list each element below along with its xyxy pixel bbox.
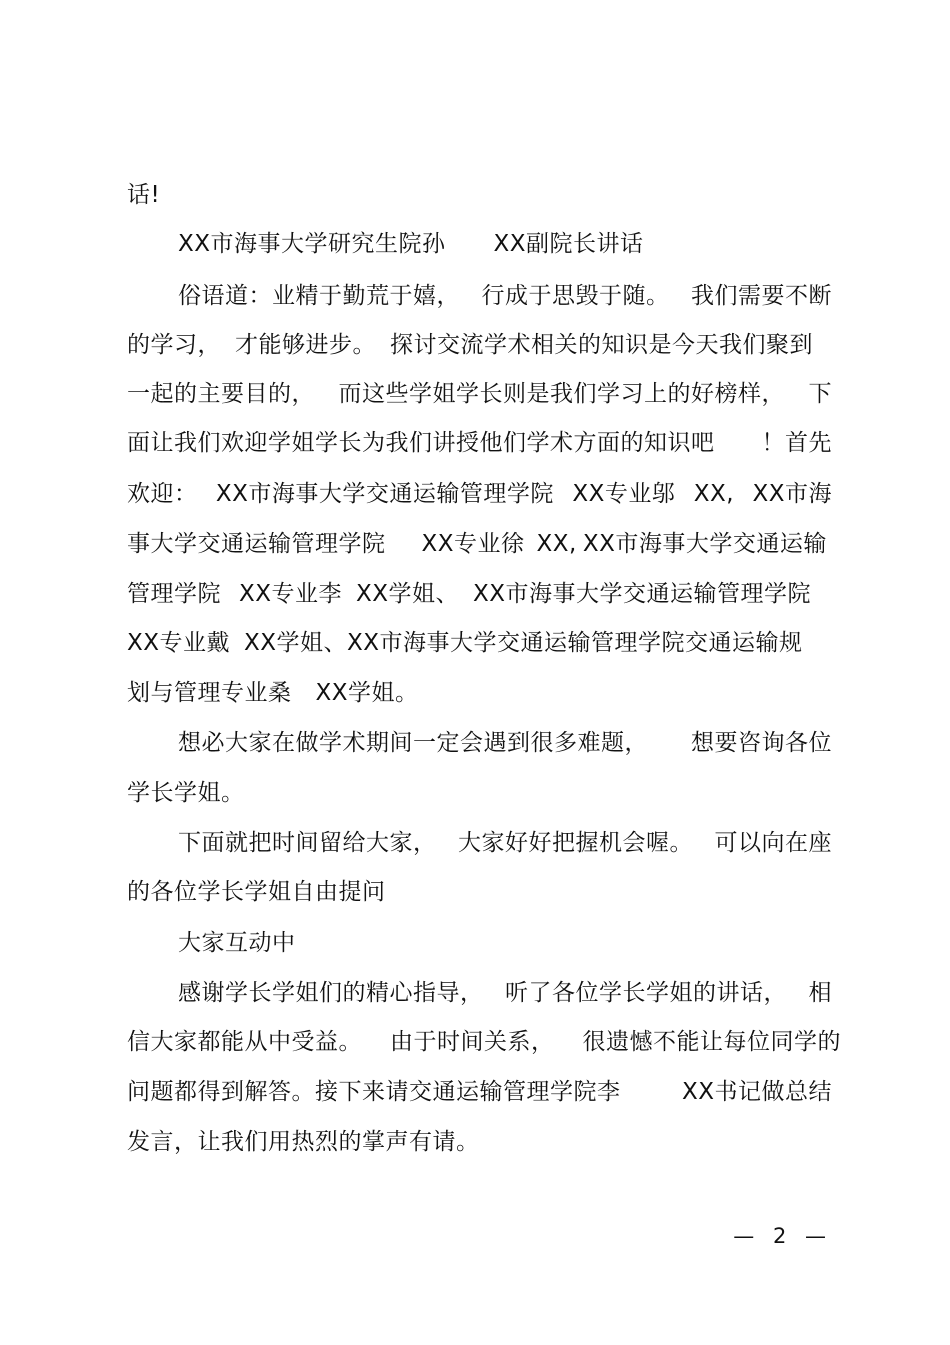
- text-segment: 下面就把时间留给大家，: [178, 830, 437, 856]
- text-segment: XX市海事大学交通运输管理学院: [473, 581, 812, 607]
- text-segment: XX副院长讲话: [493, 231, 644, 257]
- text-line: [127, 379, 832, 409]
- text-segment: XX专业李: [239, 581, 343, 607]
- text-line: [127, 1027, 841, 1057]
- text-segment: XX市海事大学交通运输管理学院: [215, 481, 554, 507]
- text-line: [178, 828, 832, 858]
- text-segment: XX市海: [752, 481, 832, 507]
- text-line: [127, 678, 832, 708]
- text-segment: 相: [808, 980, 832, 1006]
- text-segment: 感谢学长学姐们的精心指导，: [178, 980, 484, 1006]
- text-line: [127, 628, 832, 658]
- text-segment: 信大家都能从中受益。: [127, 1029, 362, 1055]
- text-segment: 话!: [127, 182, 161, 208]
- text-segment: 管理学院: [127, 581, 221, 607]
- text-segment: 大家互动中: [178, 930, 296, 956]
- text-segment: XX市海事大学研究生院孙: [178, 231, 446, 257]
- text-line: [178, 928, 832, 958]
- text-segment: 才能够进步。: [235, 332, 376, 358]
- text-segment: 面让我们欢迎学姐学长为我们讲授他们学术方面的知识吧: [127, 430, 715, 456]
- text-line: [127, 877, 832, 907]
- text-segment: XX专业徐: [421, 531, 525, 557]
- text-segment: XX专业邬: [572, 481, 676, 507]
- text-segment: 行成于思毁于随。: [481, 283, 670, 309]
- text-segment: 学长学姐。: [127, 780, 245, 806]
- text-segment: XX,: [536, 531, 577, 557]
- text-segment: 事大学交通运输管理学院: [127, 531, 386, 557]
- text-line: [127, 579, 832, 609]
- text-segment: 想必大家在做学术期间一定会遇到很多难题，: [178, 730, 648, 756]
- text-segment: XX,: [693, 481, 735, 507]
- text-line: [127, 428, 832, 458]
- page-number: — 2 —: [733, 1224, 832, 1248]
- text-segment: XX书记做总结: [681, 1079, 832, 1105]
- text-line: [178, 229, 832, 259]
- text-segment: 的各位学长学姐自由提问: [127, 879, 386, 905]
- text-segment: XX学姐。: [315, 680, 419, 706]
- text-segment: 欢迎：: [127, 481, 198, 507]
- text-segment: 而这些学姐学长则是我们学习上的好榜样，: [338, 381, 785, 407]
- text-segment: 的学习，: [127, 332, 221, 358]
- text-segment: 由于时间关系，: [390, 1029, 555, 1055]
- text-segment: 划与管理专业桑: [127, 680, 292, 706]
- text-line: [127, 1077, 832, 1107]
- text-line: [178, 978, 832, 1008]
- text-line: [178, 281, 832, 311]
- text-segment: 俗语道：业精于勤荒于嬉，: [178, 283, 460, 309]
- text-segment: 探讨交流学术相关的知识是今天我们聚到: [390, 332, 813, 358]
- text-segment: XX市海事大学交通运输: [582, 531, 827, 557]
- text-segment: 一起的主要目的，: [127, 381, 315, 407]
- text-line: [127, 529, 832, 559]
- text-segment: XX学姐、XX市海事大学交通运输管理学院交通运输规: [244, 630, 803, 656]
- text-segment: 听了各位学长学姐的讲话，: [505, 980, 787, 1006]
- text-segment: 很遗憾不能让每位同学的: [582, 1029, 841, 1055]
- text-segment: 问题都得到解答。接下来请交通运输管理学院李: [127, 1079, 621, 1105]
- text-line: [127, 330, 832, 360]
- text-segment: 我们需要不断: [691, 283, 832, 309]
- text-segment: 想要咨询各位: [691, 730, 832, 756]
- text-line: [127, 778, 832, 808]
- text-segment: XX专业戴: [127, 630, 231, 656]
- text-segment: 发言，让我们用热烈的掌声有请。: [127, 1129, 480, 1155]
- text-segment: XX学姐、: [356, 581, 460, 607]
- text-line: [127, 180, 832, 210]
- text-line: [127, 1127, 832, 1157]
- text-line: [127, 479, 832, 509]
- text-segment: 可以向在座: [714, 830, 832, 856]
- text-segment: ！首先: [761, 430, 832, 456]
- text-segment: 下: [808, 381, 832, 407]
- text-segment: 大家好好把握机会喔。: [458, 830, 693, 856]
- text-line: [178, 728, 832, 758]
